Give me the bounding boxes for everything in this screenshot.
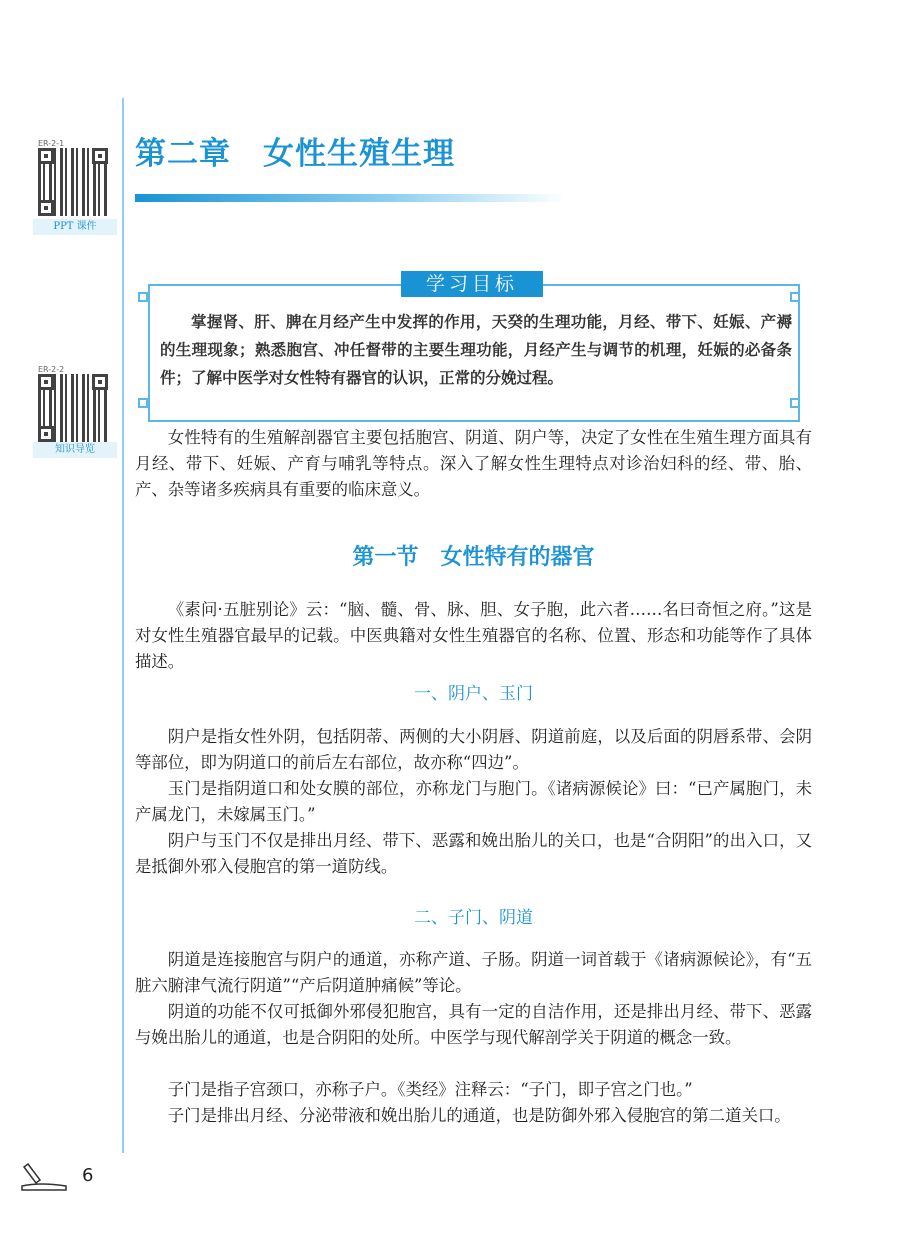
qr-code-id: ER-2-1 — [38, 139, 65, 148]
qr-code-ppt[interactable] — [38, 148, 108, 216]
subsection-heading: 二、子门、阴道 — [414, 908, 533, 928]
qr-code-id: ER-2-2 — [38, 365, 65, 374]
subsection-heading: 一、阴户、玉门 — [414, 684, 533, 704]
page-number: 6 — [82, 1165, 94, 1186]
chapter-title: 第二章 女性生殖生理 — [135, 136, 455, 172]
qr-label-guide[interactable]: 知识导览 — [33, 442, 117, 458]
paragraph: 玉门是指阴道口和处女膜的部位，亦称龙门与胞门。《诸病源候论》曰：“已产属胞门，未产属龙门，未嫁属玉门。” — [135, 779, 812, 824]
paragraph: 阴户与玉门不仅是排出月经、带下、恶露和娩出胎儿的关口，也是“合阴阳”的出入口，又是抵御外邪入侵胞宫的第一道防线。 — [135, 831, 812, 876]
paragraph: 子门是排出月经、分泌带液和娩出胎儿的通道，也是防御外邪入侵胞宫的第二道关口。 — [167, 1106, 791, 1125]
qr-label-ppt[interactable]: PPT 课件 — [33, 219, 117, 235]
box-corner-ornament — [138, 292, 148, 302]
section-heading: 第一节 女性特有的器官 — [352, 545, 595, 570]
box-corner-ornament — [790, 398, 800, 408]
qr-code-guide[interactable] — [38, 374, 108, 442]
paragraph: 《素问·五脏别论》云：“脑、髓、骨、脉、胆、女子胞，此六者……名曰奇恒之府。”这是对女性生殖器官最早的记载。中医典籍对女性生殖器官的名称、位置、形态和功能等作了具体描述。 — [135, 600, 812, 671]
paragraph: 阴户是指女性外阴，包括阴蒂、两侧的大小阴唇、阴道前庭，以及后面的阴唇系带、会阴等部位，即为阴道口的前后左右部位，故亦称“四边”。 — [135, 727, 812, 772]
box-corner-ornament — [790, 292, 800, 302]
paragraph: 阴道是连接胞宫与阴户的通道，亦称产道、子肠。阴道一词首载于《诸病源候论》，有“五脏六腑津气流行阴道”“产后阴道肿痛候”等论。 — [135, 950, 812, 995]
paragraph: 子门是指子宫颈口，亦称子户。《类经》注释云：“子门，即子宫之门也。” — [167, 1080, 693, 1099]
pencil-icon — [20, 1160, 70, 1192]
title-underline-bar — [135, 194, 565, 202]
objectives-tag: 学习目标 — [401, 271, 543, 297]
margin-divider — [122, 98, 124, 1153]
intro-paragraph: 女性特有的生殖解剖器官主要包括胞宫、阴道、阴户等，决定了女性在生殖生理方面具有月经、带下、妊娠、产育与哺乳等特点。深入了解女性生理特点对诊治妇科的经、带、胎、产、杂等诸多疾病具有重要的临床意义。 — [135, 428, 812, 499]
box-corner-ornament — [138, 398, 148, 408]
objectives-text: 掌握肾、肝、脾在月经产生中发挥的作用，天癸的生理功能，月经、带下、妊娠、产褥的生理现象；熟悉胞宫、冲任督带的主要生理功能，月经产生与调节的机理，妊娠的必备条件；了解中医学对女性特有器官的认识，正常的分娩过程。 — [160, 312, 792, 387]
paragraph: 阴道的功能不仅可抵御外邪侵犯胞宫，具有一定的自洁作用，还是排出月经、带下、恶露与娩出胎儿的通道，也是合阴阳的处所。中医学与现代解剖学关于阴道的概念一致。 — [135, 1002, 812, 1047]
